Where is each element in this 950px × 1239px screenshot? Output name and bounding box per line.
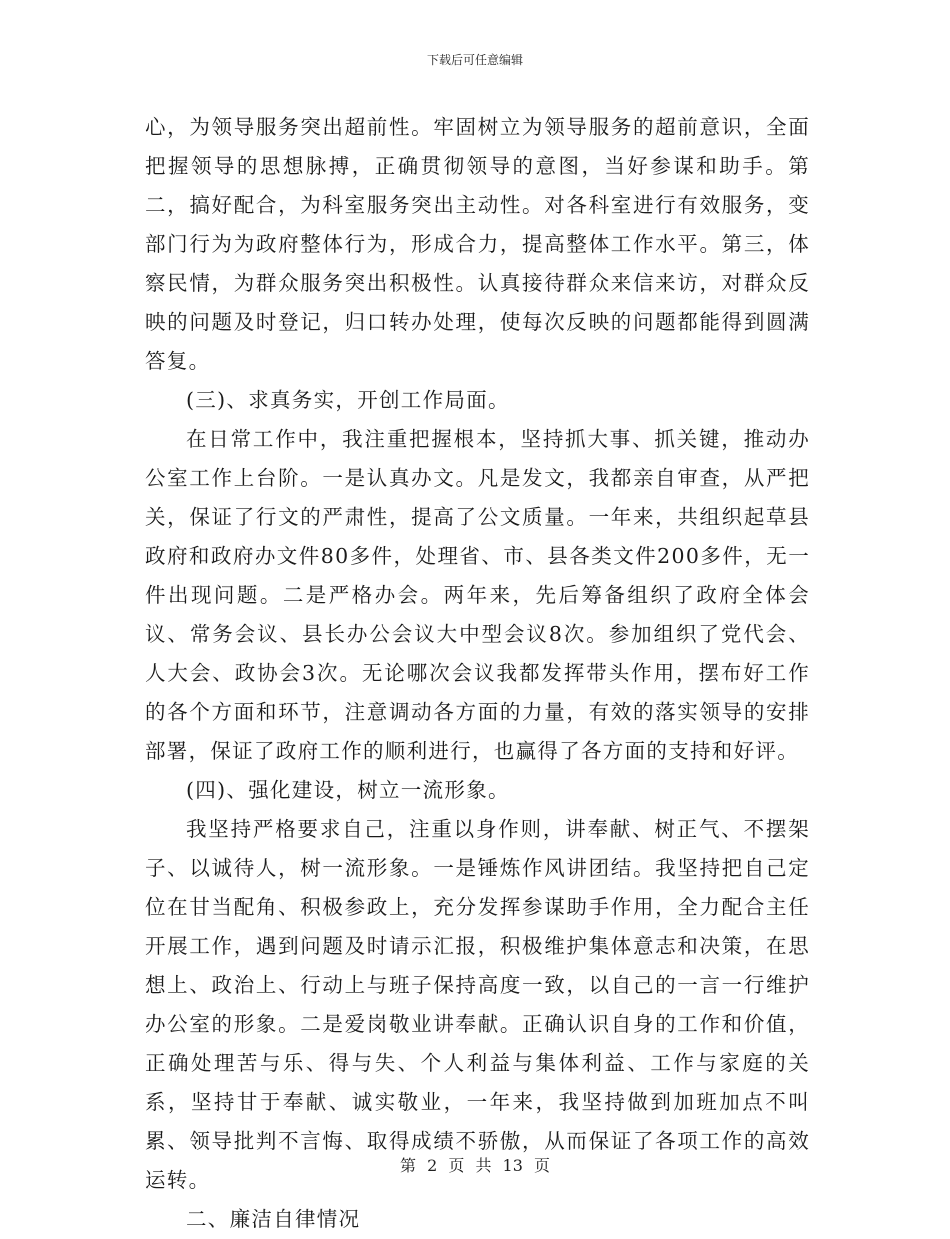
paragraph-3: 我坚持严格要求自己，注重以身作则，讲奉献、树正气、不摆架子、以诚待人，树一流形象。一是锤炼作风讲团结。我坚持把自己定位在甘当配角、积极参政上，充分发挥参谋助手作用，全力配合主任开展工作，遇到问题及时请示汇报，积极维护集体意志和决策，在思想上、政治上、行动上与班子保持高度一致，以自己的一言一行维护办公室的形象。二是爱岗敬业讲奉献。正确认识自身的工作和价值，正确处理苦与乐、得与失、个人利益与集体利益、工作与家庭的关系，坚持甘于奉献、诚实敬业，一年来，我坚持做到加班加点不叫累、领导批判不言悔、取得成绩不骄傲，从而保证了各项工作的高效运转。	[145, 817, 810, 1192]
document-body	[145, 108, 810, 1239]
section-heading-integrity: 二、廉洁自律情况	[186, 1207, 361, 1231]
paragraph-1: 心，为领导服务突出超前性。牢固树立为领导服务的超前意识，全面把握领导的思想脉搏，正确贯彻领导的意图，当好参谋和助手。第二，搞好配合，为科室服务突出主动性。对各科室进行有效服务，变部门行为为政府整体行为，形成合力，提高整体工作水平。第三，体察民情，为群众服务突出积极性。认真接待群众来信来访，对群众反映的问题及时登记，归口转办处理，使每次反映的问题都能得到圆满答复。	[145, 115, 810, 373]
section-heading-3: (三)、求真务实，开创工作局面。	[186, 388, 510, 412]
page-number-footer: 第 2 页 共 13 页	[400, 1156, 550, 1175]
page-header-note: 下载后可任意编辑	[426, 53, 523, 67]
paragraph-2: 在日常工作中，我注重把握根本，坚持抓大事、抓关键，推动办公室工作上台阶。一是认真办文。凡是发文，我都亲自审查，从严把关，保证了行文的严肃性，提高了公文质量。一年来，共组织起草县政府和政府办文件80多件，处理省、市、县各类文件200多件，无一件出现问题。二是严格办会。两年来，先后筹备组织了政府全体会议、常务会议、县长办公会议大中型会议8次。参加组织了党代会、人大会、政协会3次。无论哪次会议我都发挥带头作用，摆布好工作的各个方面和环节，注意调动各方面的力量，有效的落实领导的安排部署，保证了政府工作的顺利进行，也赢得了各方面的支持和好评。	[145, 427, 810, 763]
section-heading-4: (四)、强化建设，树立一流形象。	[186, 778, 510, 802]
